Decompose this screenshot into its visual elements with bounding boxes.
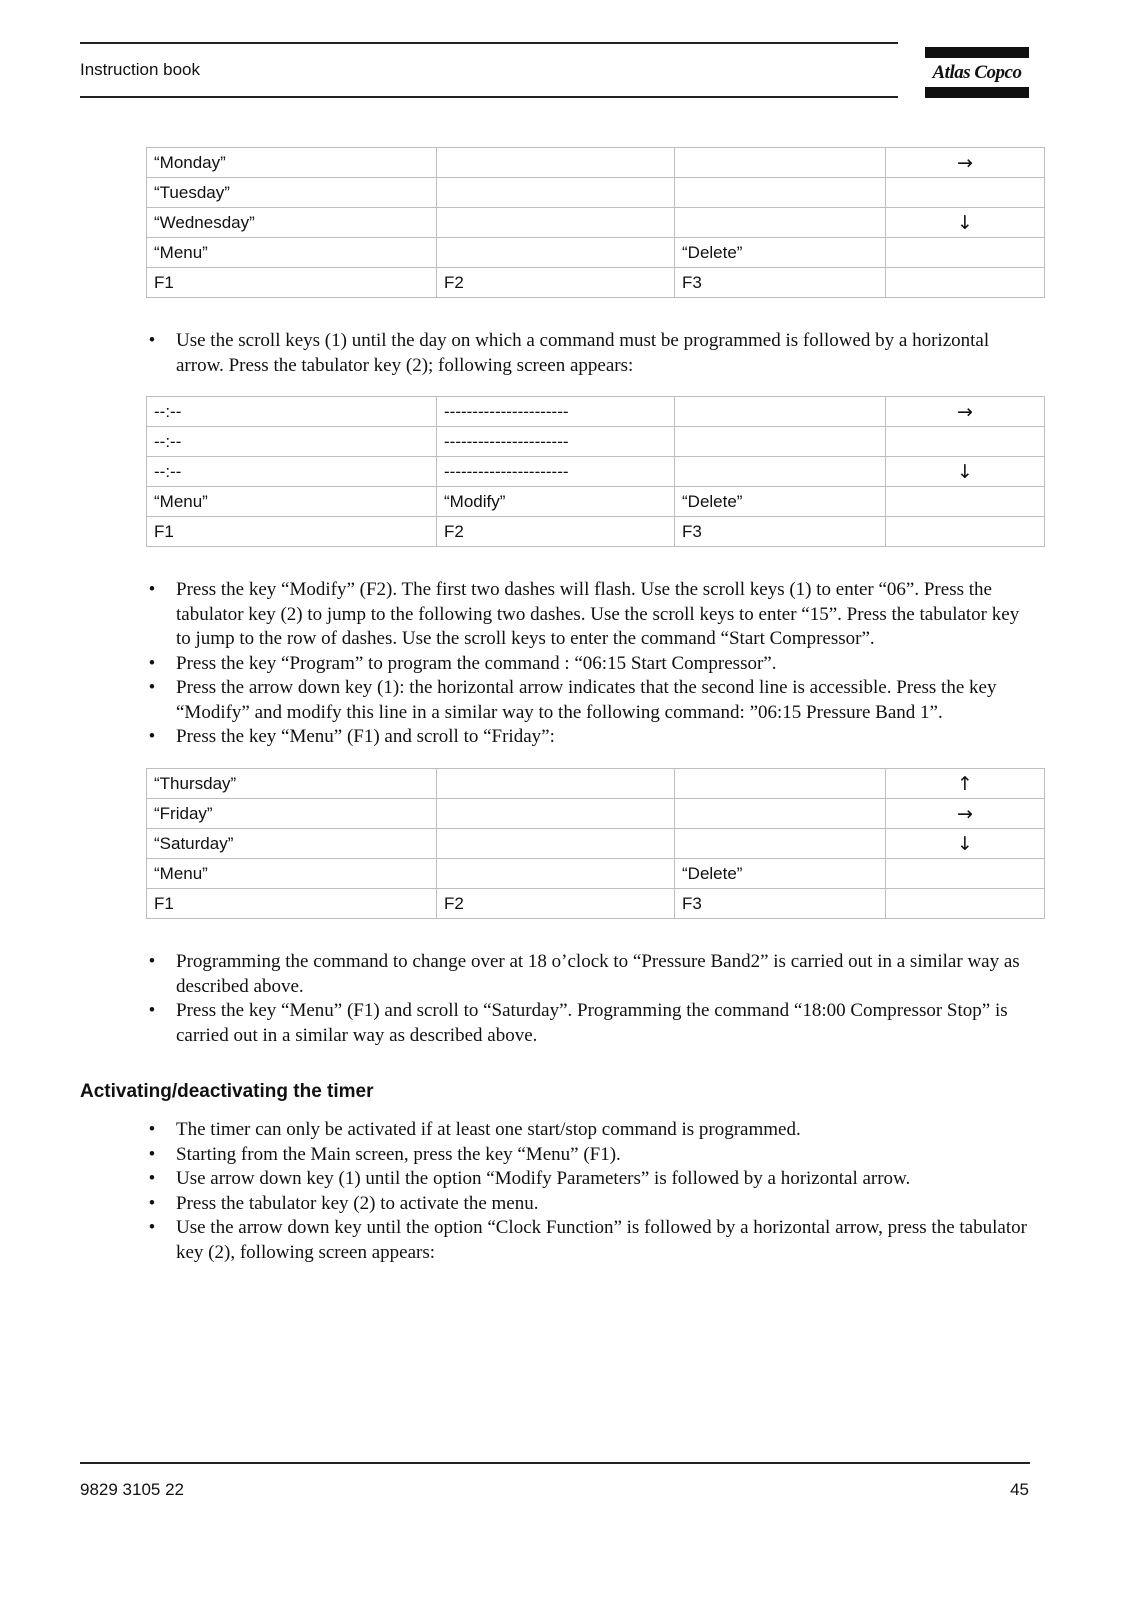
list-item-text: Programming the command to change over at 18 o’clock to “Pressure Band2” is carried out in a similar way as described above. [176, 951, 1020, 997]
arrow-indicator-cell [886, 517, 1045, 547]
arrow-indicator-cell: → [886, 799, 1045, 829]
header-top-rule [80, 42, 898, 44]
arrow-indicator-cell [886, 487, 1045, 517]
document-title: Instruction book [80, 60, 201, 79]
list-item-text: Use arrow down key (1) until the option “Modify Parameters” is followed by a horizontal arrow. [176, 1168, 911, 1189]
table-cell: “Menu” [147, 859, 437, 889]
list-item [146, 1118, 1036, 1143]
bullet-list-1 [146, 329, 1036, 378]
table-cell [675, 427, 886, 457]
arrow-indicator-cell: ↑ [886, 769, 1045, 799]
list-item [146, 725, 1036, 750]
list-item-text: Press the arrow down key (1): the horizontal arrow indicates that the second line is accessible. Press the key “Modify” and modify this line in a similar way to the following command: ”06:15 Pressure Band 1”. [176, 677, 997, 723]
table-row [147, 427, 1045, 457]
list-item-text: The timer can only be activated if at least one start/stop command is programmed. [176, 1119, 801, 1140]
table-row [147, 238, 1045, 268]
table-row [147, 457, 1045, 487]
list-item-text: Press the key “Menu” (F1) and scroll to “Saturday”. Programming the command “18:00 Compressor Stop” is carried out in a similar way as described above. [176, 1000, 1008, 1046]
table-row [147, 178, 1045, 208]
table-cell [675, 457, 886, 487]
list-item-text: Press the key “Program” to program the command : “06:15 Start Compressor”. [176, 652, 777, 674]
bullet-icon: • [148, 951, 156, 972]
table-row [147, 397, 1045, 427]
table-row [147, 829, 1045, 859]
page-number: 45 [1010, 1480, 1029, 1499]
table-row [147, 517, 1045, 547]
table-cell: F1 [147, 517, 437, 547]
list-item-text: Press the key “Modify” (F2). The first two dashes will flash. Use the scroll keys (1) to enter “06”. Press the tabulator key (2) to jump to the following two dashes. Use the scroll keys to enter “15”. Press the tabulator key to jump to the row of dashes. Use the scroll keys to enter the command “Start Compressor”. [176, 579, 1020, 649]
list-item [146, 1192, 1036, 1217]
bullet-icon: • [148, 1119, 156, 1140]
table-row [147, 799, 1045, 829]
footer-rule [80, 1462, 1030, 1464]
arrow-indicator-cell: ↓ [886, 208, 1045, 238]
table-cell: “Tuesday” [147, 178, 437, 208]
table-cell: ---------------------- [437, 397, 675, 427]
table-cell: F1 [147, 889, 437, 919]
table-cell [437, 769, 675, 799]
list-item-text: Press the tabulator key (2) to activate the menu. [176, 1192, 539, 1214]
bullet-icon: • [148, 677, 156, 698]
bullet-list-3 [146, 950, 1036, 1048]
arrow-indicator-cell [886, 238, 1045, 268]
table-row [147, 208, 1045, 238]
table-cell: --:-- [147, 397, 437, 427]
table-cell [675, 397, 886, 427]
list-item [146, 1167, 1036, 1192]
table-cell: --:-- [147, 457, 437, 487]
list-item-text: Press the key “Menu” (F1) and scroll to “Friday”: [176, 726, 555, 747]
table-cell [437, 208, 675, 238]
table-row [147, 148, 1045, 178]
table-cell: F3 [675, 268, 886, 298]
list-item [146, 999, 1036, 1048]
table-cell [675, 208, 886, 238]
logo-text: Atlas Copco [932, 62, 1022, 83]
table-row [147, 859, 1045, 889]
table-cell: F2 [437, 517, 675, 547]
arrow-indicator-cell: → [886, 148, 1045, 178]
bullet-list-2 [146, 578, 1036, 750]
table-cell: “Saturday” [147, 829, 437, 859]
bullet-list-4 [146, 1118, 1036, 1265]
list-item [146, 578, 1036, 652]
table-cell: ---------------------- [437, 457, 675, 487]
arrow-indicator-cell [886, 889, 1045, 919]
table-cell [437, 178, 675, 208]
table-cell: “Delete” [675, 238, 886, 268]
table-cell: “Friday” [147, 799, 437, 829]
screen-table-days-1 [146, 147, 1045, 298]
header-bottom-rule [80, 96, 898, 98]
table-row [147, 268, 1045, 298]
arrow-indicator-cell: ↓ [886, 457, 1045, 487]
list-item-text: Starting from the Main screen, press the key “Menu” (F1). [176, 1143, 621, 1165]
bullet-icon: • [148, 652, 156, 674]
bullet-icon: • [148, 579, 156, 600]
arrow-indicator-cell [886, 268, 1045, 298]
list-item [146, 1216, 1036, 1265]
table-cell: “Delete” [675, 859, 886, 889]
screen-table-days-2 [146, 768, 1045, 919]
screen-table-commands [146, 396, 1045, 547]
arrow-indicator-cell [886, 859, 1045, 889]
list-item [146, 676, 1036, 725]
table-row [147, 889, 1045, 919]
list-item [146, 329, 1036, 378]
table-cell [675, 769, 886, 799]
table-cell [437, 148, 675, 178]
arrow-indicator-cell: ↓ [886, 829, 1045, 859]
table-cell [675, 148, 886, 178]
list-item [146, 950, 1036, 999]
table-cell: F3 [675, 889, 886, 919]
list-item [146, 652, 1036, 677]
arrow-indicator-cell [886, 178, 1045, 208]
table-cell: ---------------------- [437, 427, 675, 457]
bullet-icon: • [148, 330, 156, 351]
table-cell: “Modify” [437, 487, 675, 517]
table-cell [675, 829, 886, 859]
bullet-icon: • [148, 1217, 156, 1238]
table-cell: “Wednesday” [147, 208, 437, 238]
table-cell: “Delete” [675, 487, 886, 517]
table-cell [437, 799, 675, 829]
bullet-icon: • [148, 1143, 156, 1165]
bullet-icon: • [148, 726, 156, 747]
list-item [146, 1143, 1036, 1168]
document-number: 9829 3105 22 [80, 1480, 184, 1499]
table-cell [437, 859, 675, 889]
arrow-indicator-cell [886, 427, 1045, 457]
bullet-icon: • [148, 1000, 156, 1021]
arrow-indicator-cell: → [886, 397, 1045, 427]
bullet-icon: • [148, 1192, 156, 1214]
bullet-icon: • [148, 1168, 156, 1189]
atlas-copco-logo [925, 47, 1029, 98]
table-cell: F2 [437, 889, 675, 919]
table-row [147, 487, 1045, 517]
list-item-text: Use the scroll keys (1) until the day on which a command must be programmed is followed by a horizontal arrow. Press the tabulator key (2); following screen appears: [176, 330, 990, 376]
table-cell [437, 238, 675, 268]
table-cell: F3 [675, 517, 886, 547]
table-cell: “Thursday” [147, 769, 437, 799]
table-cell: F1 [147, 268, 437, 298]
table-cell: “Menu” [147, 238, 437, 268]
table-cell: F2 [437, 268, 675, 298]
table-cell [675, 799, 886, 829]
table-cell: “Menu” [147, 487, 437, 517]
table-cell [675, 178, 886, 208]
table-cell [437, 829, 675, 859]
table-cell: --:-- [147, 427, 437, 457]
section-heading: Activating/deactivating the timer [80, 1081, 374, 1102]
table-row [147, 769, 1045, 799]
list-item-text: Use the arrow down key until the option “Clock Function” is followed by a horizontal arrow, press the tabulator key (2), following screen appears: [176, 1217, 1027, 1263]
table-cell: “Monday” [147, 148, 437, 178]
